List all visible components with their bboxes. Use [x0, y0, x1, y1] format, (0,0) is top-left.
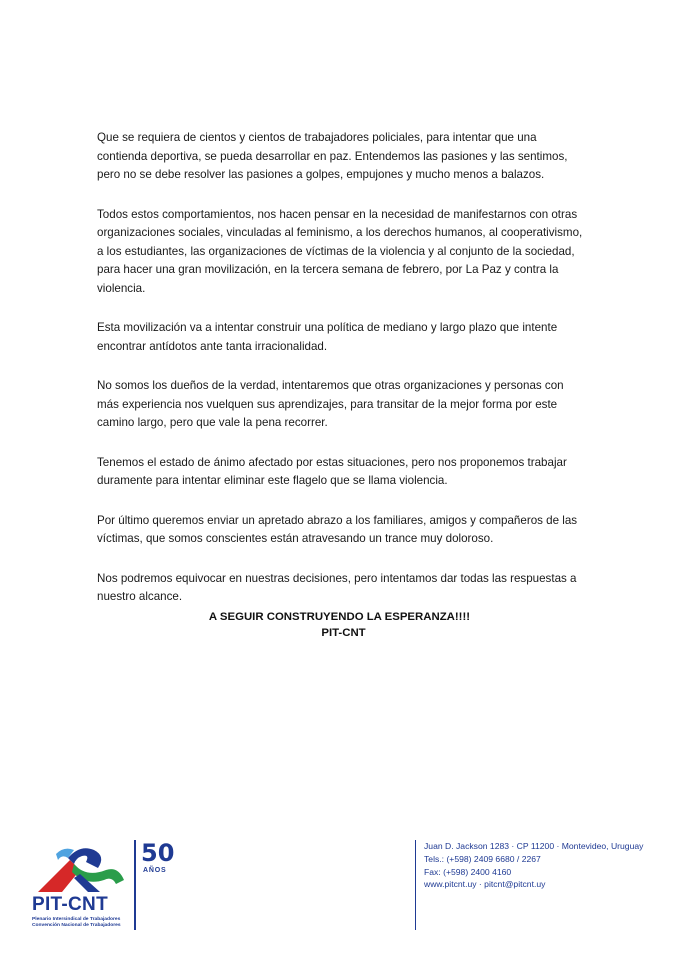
letter-body: [97, 129, 587, 628]
paragraph-6: Por último queremos enviar un apretado abrazo a los familiares, amigos y compañeros de las víctimas, que somos conscientes están atravesando un trance muy doloroso.: [97, 513, 578, 545]
anniversary-label: AÑOS: [143, 867, 167, 874]
contact-address: Juan D. Jackson 1283 · CP 11200 · Montevideo, Uruguay: [424, 841, 644, 851]
contact-info: [424, 840, 643, 891]
paragraph-1: Que se requiera de cientos y cientos de trabajadores policiales, para intentar que una contienda deportiva, se pueda desarrollar en paz. Entendemos las pasiones y las sentimos, pero no se debe resolver las pasiones a golpes, empujones y mucho menos a balazos.: [97, 131, 568, 181]
paragraph-2: Todos estos comportamientos, nos hacen pensar en la necesidad de manifestarnos con otras organizaciones sociales, vinculadas al feminismo, a los derechos humanos, al cooperativismo, a los estudiantes, las organizaciones de víctimas de la violencia y al conjunto de la sociedad, para hacer una gran movilización, en la tercera semana de febrero, por La Paz y contra la violencia.: [97, 207, 583, 295]
logo-subtitle-line-2: Convención Nacional de Trabajadores: [32, 923, 121, 929]
contact-fax: Fax: (+598) 2400 4160: [424, 866, 512, 877]
closing-slogan: A SEGUIR CONSTRUYENDO LA ESPERANZA!!!!: [208, 611, 471, 623]
footer-divider-right: [415, 840, 416, 930]
logo-subtitle: [32, 917, 121, 929]
letterhead-footer: [0, 832, 679, 942]
footer-divider-left: [134, 840, 136, 930]
signature: PIT-CNT: [321, 627, 366, 639]
logo-ribbon-icon: [28, 840, 128, 896]
paragraph-7: Nos podremos equivocar en nuestras decisiones, pero intentamos dar todas las respuestas a nuestro alcance.: [97, 571, 577, 603]
contact-web-email[interactable]: www.pitcnt.uy · pitcnt@pitcnt.uy: [424, 879, 546, 890]
contact-phones: Tels.: (+598) 2409 6680 / 2267: [424, 853, 541, 864]
paragraph-4: No somos los dueños de la verdad, intentaremos que otras organizaciones y personas con más experiencia nos vuelquen sus aprendizajes, para transitar de la mejor forma por este camino largo, pero que vale la pena recorrer.: [97, 379, 564, 429]
logo-name: PIT-CNT: [32, 894, 108, 915]
paragraph-3: Esta movilización va a intentar construir una política de mediano y largo plazo que intente encontrar antídotos ante tanta irracionalidad.: [97, 321, 558, 353]
closing-block: [0, 609, 679, 641]
paragraph-5: Tenemos el estado de ánimo afectado por estas situaciones, pero nos proponemos trabajar duramente para intentar eliminar este flagelo que se llama violencia.: [97, 455, 567, 487]
anniversary-badge: [141, 840, 174, 875]
logo-subtitle-line-1: Plenario Intersindical de Trabajadores: [32, 917, 121, 922]
pit-cnt-logo: [28, 840, 138, 940]
anniversary-number: 50: [141, 839, 175, 867]
